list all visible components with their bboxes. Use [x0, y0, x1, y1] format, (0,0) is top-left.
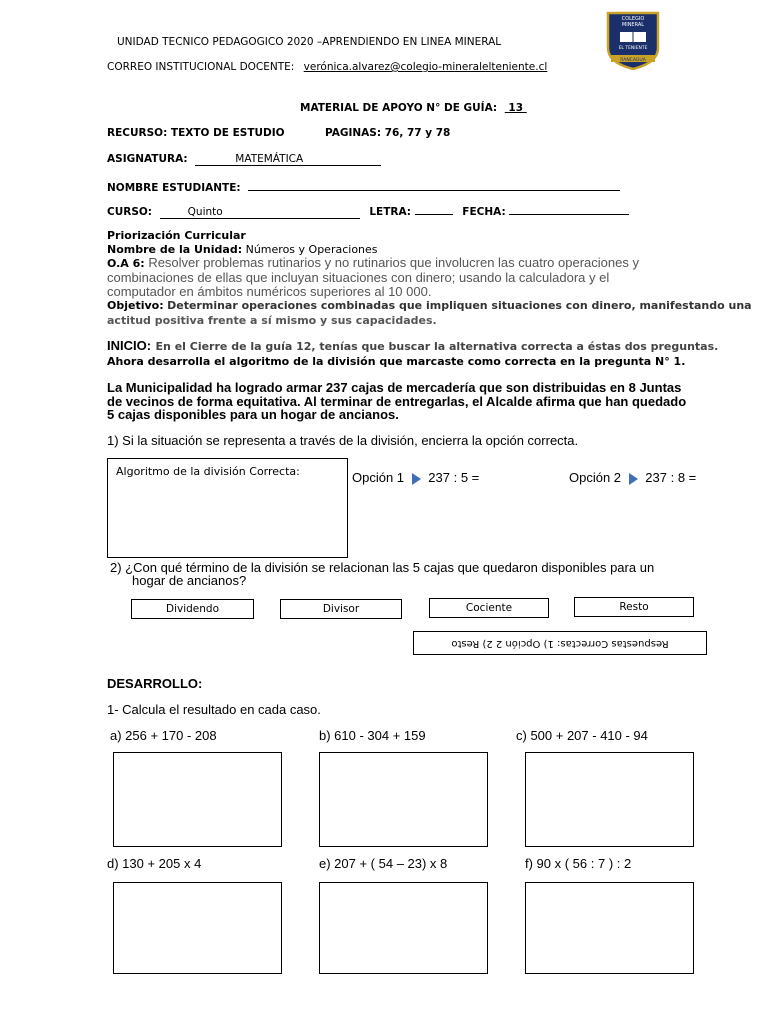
answer-box-f[interactable] — [525, 882, 694, 974]
date-field[interactable] — [509, 204, 629, 215]
oa-line-3: computador en ámbitos numéricos superiores al 10 000. — [107, 284, 432, 299]
student-field[interactable] — [248, 180, 620, 191]
answer-box-c[interactable] — [525, 752, 694, 847]
exercise-f: f) 90 x ( 56 : 7 ) : 2 — [525, 856, 632, 871]
exercise-c: c) 500 + 207 - 410 - 94 — [516, 728, 648, 743]
logo-text-1: COLEGIO — [621, 16, 645, 22]
course-label: CURSO: — [107, 206, 153, 218]
option-divisor[interactable]: Divisor — [280, 599, 402, 619]
algorithm-box[interactable] — [107, 458, 348, 558]
email-value[interactable]: verónica.alvarez@colegio-mineralelteniente.cl — [303, 61, 548, 73]
oa-label: O.A 6: — [107, 257, 145, 270]
problem-statement — [107, 381, 686, 422]
problem-line-2: de vecinos de forma equitativa. Al terminar de entregarlas, el Alcalde afirma que han quedado — [107, 393, 687, 409]
letter-field[interactable] — [415, 204, 453, 215]
guide-number: 13 — [508, 102, 524, 114]
question-2-line-1: 2) ¿Con qué término de la división se relacionan las 5 cajas que quedaron disponibles para un — [110, 560, 655, 575]
arrow-right-icon — [412, 473, 421, 485]
development-instruction: 1- Calcula el resultado en cada caso. — [107, 702, 321, 717]
exercise-b: b) 610 - 304 + 159 — [319, 728, 426, 743]
development-title: DESARROLLO: — [107, 676, 203, 691]
date-label: FECHA: — [462, 206, 506, 218]
guide-label: MATERIAL DE APOYO N° DE GUÍA: — [300, 102, 498, 114]
option-1-label: Opción 1 — [352, 470, 405, 485]
letter-label: LETRA: — [369, 206, 411, 218]
intro-block — [107, 338, 718, 369]
intro-line-1 — [107, 338, 718, 354]
student-row — [107, 180, 620, 194]
oa-line-1 — [107, 256, 639, 271]
oa-line-2: combinaciones de ellas que incluyan situaciones con dinero; usando la calculadora y el — [107, 270, 610, 285]
school-logo-shield — [605, 10, 661, 70]
option-2-label: Opción 2 — [569, 470, 622, 485]
intro-label: INICIO: — [107, 338, 152, 353]
objective-text-1: Determinar operaciones combinadas que impliquen situaciones con dinero, manifestando una — [167, 299, 752, 312]
subject-field — [195, 153, 381, 166]
option-1[interactable] — [352, 470, 479, 485]
objective-text-2: actitud positiva frente a sí mismo y sus capacidades. — [107, 314, 437, 327]
objective-label: Objetivo: — [107, 299, 164, 312]
subject-label: ASIGNATURA: — [107, 153, 188, 165]
resource-pages: PAGINAS: 76, 77 y 78 — [325, 127, 451, 139]
oa-block — [107, 256, 639, 299]
resource-label: RECURSO: TEXTO DE ESTUDIO — [107, 127, 285, 139]
option-resto[interactable]: Resto — [574, 597, 694, 617]
exercise-d: d) 130 + 205 x 4 — [107, 856, 202, 871]
unit-label: Nombre de la Unidad: — [107, 243, 243, 256]
email-row — [107, 61, 547, 73]
subject-value: MATEMÁTICA — [235, 153, 304, 165]
algorithm-box-label: Algoritmo de la división Correcta: — [116, 465, 300, 478]
intro-text-1: En el Cierre de la guía 12, tenías que buscar la alternativa correcta a éstas dos preguntas. — [155, 340, 719, 353]
arrow-right-icon — [629, 473, 638, 485]
course-field — [160, 206, 360, 219]
objective-line-1 — [107, 298, 752, 313]
option-2[interactable] — [569, 470, 696, 485]
option-cociente[interactable]: Cociente — [429, 598, 549, 618]
answer-box-d[interactable] — [113, 882, 282, 974]
subject-row — [107, 153, 381, 166]
intro-text-2: Ahora desarrolla el algoritmo de la división que marcaste como correcta en la pregunta N° 1. — [107, 355, 686, 368]
oa-text-1: Resolver problemas rutinarios y no rutinarios que involucren las cuatro operaciones y — [148, 255, 639, 270]
option-dividendo[interactable]: Dividendo — [131, 599, 254, 619]
answers-upside-down: Respuestas Correctas: 1) Opción 2 2) Resto — [413, 631, 707, 655]
problem-line-1: La Municipalidad ha logrado armar 237 cajas de mercadería que son distribuidas en 8 Juntas — [107, 380, 682, 395]
question-1: 1) Si la situación se representa a través de la división, encierra la opción correcta. — [107, 433, 579, 448]
guide-row — [300, 102, 527, 114]
option-1-expression: 237 : 5 = — [428, 470, 480, 485]
question-2-line-2: hogar de ancianos? — [132, 573, 247, 588]
option-2-expression: 237 : 8 = — [645, 470, 697, 485]
exercise-a: a) 256 + 170 - 208 — [110, 728, 217, 743]
answer-box-b[interactable] — [319, 752, 488, 847]
student-label: NOMBRE ESTUDIANTE: — [107, 182, 241, 194]
logo-text-4: RANCAGUA — [620, 58, 646, 63]
answer-box-e[interactable] — [319, 882, 488, 974]
logo-text-3: EL TENIENTE — [618, 46, 648, 51]
logo-text-2: MINERAL — [621, 22, 645, 28]
curriculum-title: Priorización Curricular — [107, 229, 246, 242]
email-label: CORREO INSTITUCIONAL DOCENTE: — [107, 61, 295, 73]
course-row — [107, 204, 629, 219]
objective-block — [107, 298, 752, 328]
problem-line-3: 5 cajas disponibles para un hogar de ancianos. — [107, 407, 399, 422]
answer-box-a[interactable] — [113, 752, 282, 847]
question-2 — [110, 561, 654, 587]
exercise-e: e) 207 + ( 54 – 23) x 8 — [319, 856, 448, 871]
unit-value: Números y Operaciones — [245, 243, 378, 256]
course-value: Quinto — [187, 206, 223, 218]
header-title: UNIDAD TECNICO PEDAGOGICO 2020 –APRENDIENDO EN LINEA MINERAL — [117, 36, 502, 48]
